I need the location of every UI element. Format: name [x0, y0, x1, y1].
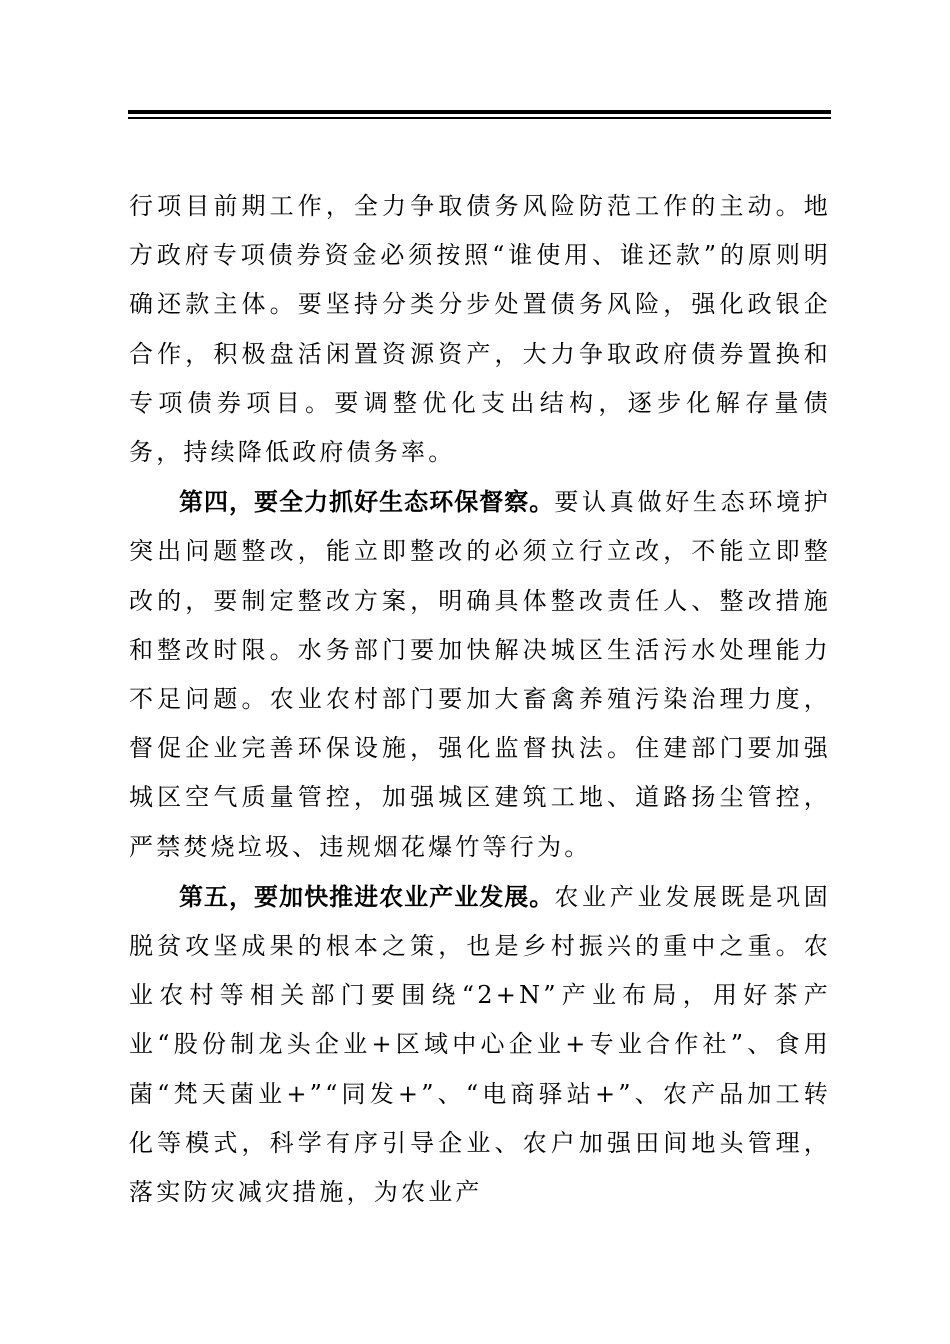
paragraph-text: 农业产业发展既是巩固脱贫攻坚成果的根本之策，也是乡村振兴的重中之重。农业农村等相关部门要围绕“2+N”产业布局，用好茶产业“股份制龙头企业+区域中心企业+专业合作社”、食用菌“梵天菌业+”“同发+”、“电商驿站+”、农产品加工转化等模式，科学有序引导企业、农户加强田间地头管理，落实防灾减灾措施，为农业产 [129, 882, 831, 1207]
header-rule-thick [128, 110, 831, 114]
paragraph-text: 行项目前期工作，全力争取债务风险防范工作的主动。地方政府专项债券资金必须按照“谁使用、谁还款”的原则明确还款主体。要坚持分类分步处置债务风险，强化政银企合作，积极盘活闲置资源资产，大力争取政府债券置换和专项债券项目。要调整优化支出结构，逐步化解存量债务，持续降低政府债务率。 [129, 192, 831, 467]
paragraph-lead-heading: 第五，要加快推进农业产业发展。 [179, 881, 555, 911]
document-body [129, 182, 831, 1217]
paragraph-debt-risk [129, 182, 831, 477]
paragraph-lead-heading: 第四，要全力抓好生态环保督察。 [179, 487, 555, 517]
paragraph-text: 要认真做好生态环境护突出问题整改，能立即整改的必须立行立改，不能立即整改的，要制定整改方案，明确具体整改责任人、整改措施和整改时限。水务部门要加快解决城区生活污水处理能力不足问题。农业农村部门要加大畜禽养殖污染治理力度，督促企业完善环保设施，强化监督执法。住建部门要加强城区空气质量管控，加强城区建筑工地、道路扬尘管控，严禁焚烧垃圾、违规烟花爆竹等行为。 [129, 488, 831, 861]
header-rule-thin [128, 117, 831, 119]
paragraph-eco-inspection [129, 477, 831, 872]
paragraph-agri-industry [129, 872, 831, 1217]
